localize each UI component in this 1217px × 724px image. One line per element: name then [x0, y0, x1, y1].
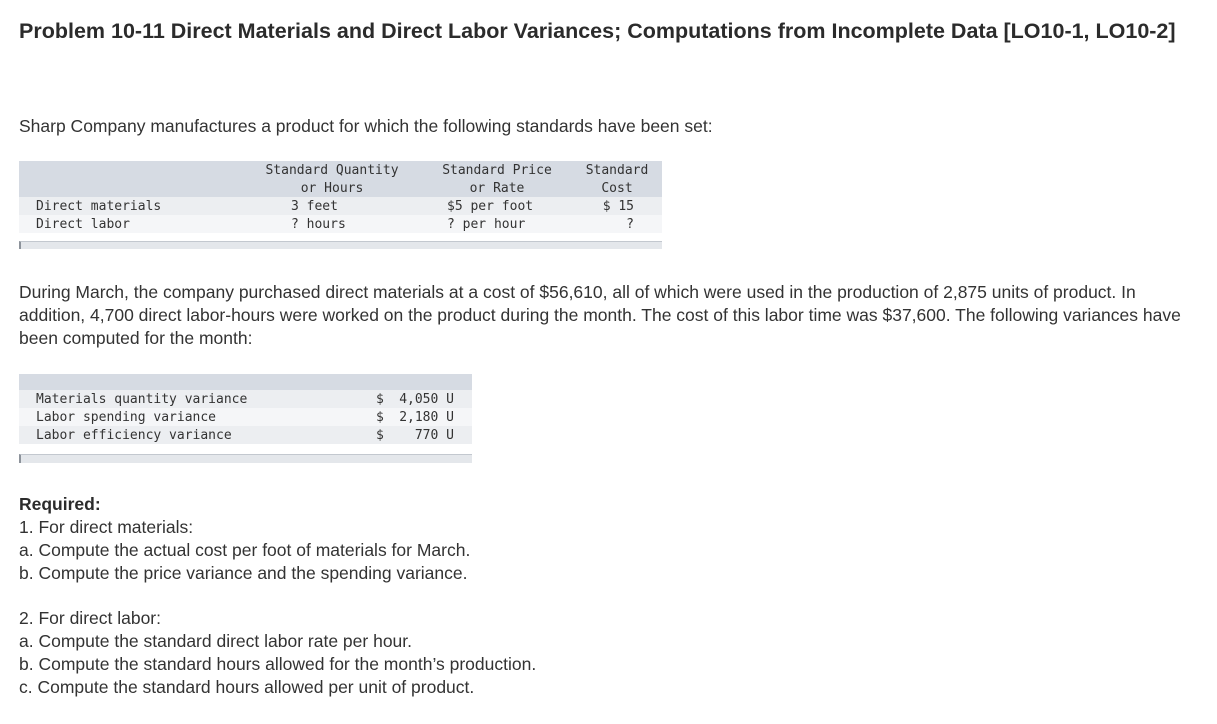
- materials-standard-price: $5 per foot: [447, 199, 534, 214]
- labor-standard-rate: ? per hour: [447, 217, 526, 232]
- variance-table-footer-bar: [19, 454, 472, 463]
- requirement-2c: c. Compute the standard hours allowed per unit of product.: [19, 677, 475, 697]
- currency-symbol: $: [376, 410, 384, 425]
- requirement-1-intro: 1. For direct materials:: [19, 517, 194, 537]
- variance-table: [19, 374, 472, 463]
- requirement-2b: b. Compute the standard hours allowed for the month’s production.: [19, 654, 537, 674]
- label-labor-efficiency-variance: Labor efficiency variance: [36, 428, 232, 443]
- row-label-direct-materials: Direct materials: [36, 199, 162, 214]
- materials-standard-cost: $ 15: [602, 199, 634, 214]
- required-section: [19, 493, 919, 585]
- label-labor-spending-variance: Labor spending variance: [36, 410, 217, 425]
- labor-efficiency-variance-amount: 770 U: [414, 428, 454, 443]
- requirement-2-intro: 2. For direct labor:: [19, 608, 161, 628]
- labor-standard-cost: ?: [626, 217, 634, 232]
- required-heading: Required:: [19, 494, 101, 514]
- requirement-2a: a. Compute the standard direct labor rate per hour.: [19, 631, 413, 651]
- intro-text: Sharp Company manufactures a product for which the following standards have been set:: [19, 116, 713, 136]
- page-title: Problem 10-11 Direct Materials and Direct Labor Variances; Computations from Incomplete Data [LO10-1, LO10-2]: [19, 19, 1176, 43]
- header-standard-cost: Standard Cost: [585, 163, 649, 196]
- label-materials-quantity-variance: Materials quantity variance: [36, 392, 248, 407]
- requirement-2-section: [19, 607, 919, 699]
- materials-standard-quantity: 3 feet: [291, 199, 338, 214]
- header-standard-quantity: Standard Quantity or Hours: [265, 163, 399, 196]
- variance-table-header-band: [19, 374, 472, 390]
- requirement-1b: b. Compute the price variance and the spending variance.: [19, 563, 468, 583]
- currency-symbol: $: [376, 428, 384, 443]
- labor-spending-variance-amount: 2,180 U: [399, 410, 454, 425]
- march-data-text: During March, the company purchased direct materials at a cost of $56,610, all of which were used in the production of 2,875 units of product. In addition, 4,700 direct labor-hours were worked on the product during the month. The cost of this labor time was $37,600. The following variances have been computed for the month:: [19, 282, 1181, 348]
- row-label-direct-labor: Direct labor: [36, 217, 130, 232]
- standards-table: [19, 161, 662, 249]
- header-standard-price: Standard Price or Rate: [442, 163, 552, 196]
- currency-symbol: $: [376, 392, 384, 407]
- standards-table-footer-bar: [19, 241, 662, 249]
- requirement-1a: a. Compute the actual cost per foot of materials for March.: [19, 540, 471, 560]
- materials-quantity-variance-amount: 4,050 U: [399, 392, 454, 407]
- labor-standard-hours: ? hours: [291, 217, 346, 232]
